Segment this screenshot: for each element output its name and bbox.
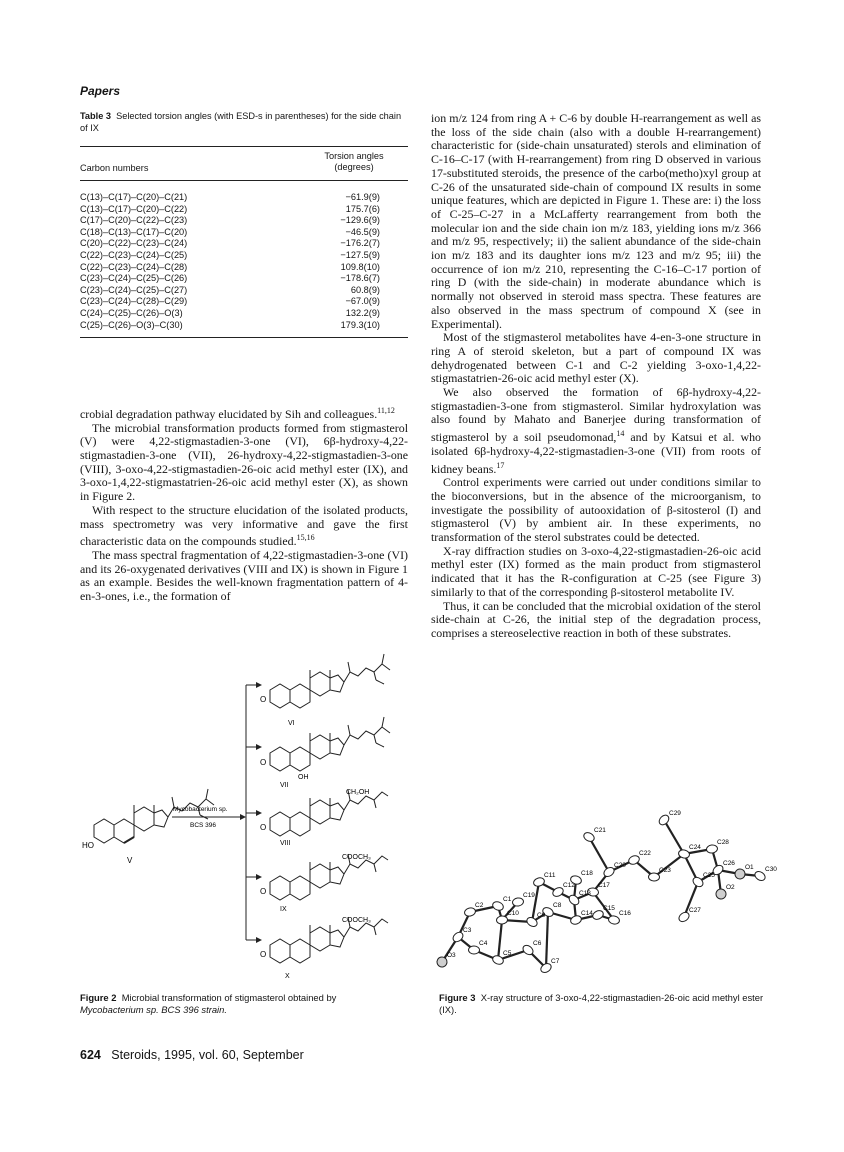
ortep-label: C22 <box>639 850 651 857</box>
table-row <box>80 192 408 204</box>
torsion-angle: −67.0(9) <box>345 296 380 307</box>
ortep-label: C1 <box>503 896 512 903</box>
ortep-label: C21 <box>594 827 606 834</box>
torsion-angle: 132.2(9) <box>345 307 380 318</box>
table-row <box>80 273 408 285</box>
ortep-label: C13 <box>579 890 591 897</box>
left-p3-text: With respect to the structure elucidation of the isolated products, mass spectrometry was very informative and gave the first characteristic data on the compounds studied. <box>80 502 408 549</box>
figure-3-caption-label: Figure 3 <box>439 992 476 1003</box>
table-row <box>80 227 408 239</box>
torsion-angle: −46.5(9) <box>345 226 380 237</box>
torsion-atoms: C(24)–C(25)–C(26)–O(3) <box>80 307 183 318</box>
table-header-line1: Torsion angles <box>324 151 384 161</box>
left-p1-ref: 11,12 <box>377 406 395 415</box>
figure-3-caption <box>439 992 769 1015</box>
ortep-atom-o1 <box>735 869 746 880</box>
torsion-atoms: C(22)–C(23)–C(24)–C(28) <box>80 261 188 272</box>
torsion-angle: −178.6(7) <box>340 273 380 284</box>
ortep-label: C14 <box>581 910 593 917</box>
ortep-label: C5 <box>503 950 512 957</box>
ortep-label: C3 <box>463 927 472 934</box>
ortep-bond <box>664 820 684 854</box>
left-paragraph-3 <box>80 504 408 549</box>
right-p3-text-a: We also observed the formation of 6β-hydroxy-4,22-stigmastadien-3-one from stigmasterol. Similar hydroxylation was also found by Mahato and Banerjee during transformation of stigmasterol by a soil pseudomonad, <box>431 385 761 445</box>
ortep-label: O3 <box>447 952 456 959</box>
left-p3-ref: 15,16 <box>296 533 315 543</box>
label-o-vi: O <box>260 695 267 704</box>
torsion-angle: 175.7(6) <box>345 203 380 214</box>
table-row <box>80 204 408 216</box>
ortep-label: O2 <box>726 884 735 891</box>
torsion-atoms: C(23)–C(24)–C(25)–C(27) <box>80 284 188 295</box>
label-ho: HO <box>82 841 94 850</box>
label-v: V <box>127 856 133 865</box>
figure-3-xray-structure <box>436 802 777 988</box>
ortep-label: C4 <box>479 940 488 947</box>
ortep-label: C6 <box>533 940 542 947</box>
table-row <box>80 296 408 308</box>
label-viii: VIII <box>280 840 291 847</box>
table-header-torsion-angles <box>300 151 408 173</box>
table-row <box>80 215 408 227</box>
page-footer <box>80 1048 304 1062</box>
ortep-atom-c4 <box>468 946 479 954</box>
structure-vi <box>270 654 390 708</box>
ortep-label: C27 <box>689 907 701 914</box>
ortep-label: C11 <box>544 872 556 879</box>
left-paragraph-1 <box>80 404 408 422</box>
torsion-angle: 60.8(9) <box>350 284 380 295</box>
ortep-label: C19 <box>523 892 535 899</box>
label-vi: VI <box>288 720 295 727</box>
figure-3-caption-text: X-ray structure of 3-oxo-4,22-stigmastadien-26-oic acid methyl ester (IX). <box>439 992 764 1015</box>
ortep-atom-c23 <box>648 873 659 881</box>
figure-2-reaction-scheme <box>80 655 420 990</box>
torsion-atoms: C(20)–C(22)–C(23)–C(24) <box>80 238 188 249</box>
torsion-atoms: C(23)–C(24)–C(25)–C(26) <box>80 273 188 284</box>
label-ix: IX <box>280 906 287 913</box>
label-vii: VII <box>280 782 289 789</box>
table-row <box>80 250 408 262</box>
right-p3-ref1: 14 <box>616 429 625 439</box>
label-x: X <box>285 973 290 980</box>
torsion-angle: −129.6(9) <box>340 215 380 226</box>
ortep-label: C16 <box>619 910 631 917</box>
table-bottom-rule <box>80 337 408 338</box>
ortep-bond <box>546 912 548 968</box>
figure-2-caption-label: Figure 2 <box>80 992 117 1003</box>
ortep-label: C20 <box>614 862 626 869</box>
torsion-angle: 179.3(10) <box>340 319 380 330</box>
table-caption-text: Selected torsion angles (with ESD-s in parentheses) for the side chain of IX <box>80 111 402 133</box>
left-column <box>80 404 408 604</box>
label-o-x: O <box>260 950 267 959</box>
ortep-label: C15 <box>603 905 615 912</box>
label-cooch3-ix: COOCH₃ <box>342 854 371 861</box>
table-row <box>80 262 408 274</box>
label-o-vii: O <box>260 758 267 767</box>
structure-v <box>94 789 217 843</box>
torsion-angle: −61.9(9) <box>345 192 380 202</box>
right-paragraph-6: Thus, it can be concluded that the microbial oxidation of the sterol side-chain at C-26, the initial step of the degradation process, comprises a stereoselective reaction in both of these substrates. <box>431 598 761 640</box>
table-row <box>80 285 408 297</box>
ortep-label: C24 <box>689 844 701 851</box>
left-p1-text: crobial degradation pathway elucidated by Sih and colleagues. <box>80 406 378 421</box>
torsion-angle: 109.8(10) <box>340 261 380 272</box>
table-row <box>80 320 408 332</box>
ortep-label: C29 <box>669 810 681 817</box>
torsion-atoms: C(13)–C(17)–C(20)–C(21) <box>80 192 188 202</box>
right-paragraph-2: Most of the stigmasterol metabolites have 4-en-3-one structure in ring A of steroid skeleton, but a part of compound IX was dehydrogenated between C-1 and C-2 yielding 3-oxo-1,4,22-stigmastatrien-26-oic acid methyl ester (X). <box>431 330 761 386</box>
running-head: Papers <box>80 84 121 98</box>
torsion-angle: −127.5(9) <box>340 249 380 260</box>
ortep-label: C2 <box>475 902 484 909</box>
torsion-atoms: C(25)–C(26)–O(3)–C(30) <box>80 319 183 330</box>
ortep-label: C10 <box>507 910 519 917</box>
ortep-bond <box>589 837 609 872</box>
arrow-label-strain: BCS 396 <box>190 822 217 829</box>
torsion-atoms: C(13)–C(17)–C(20)–C(22) <box>80 203 188 214</box>
torsion-atoms: C(17)–C(20)–C(22)–C(23) <box>80 215 188 226</box>
table-caption-label: Table 3 <box>80 111 111 121</box>
right-paragraph-4: Control experiments were carried out under conditions similar to the bioconversions, but in the absence of the microorganism, to investigate the possibility of autooxidation of β-sitosterol (I) and stigmasterol (V) by ambient air. In these experiments, no transformation of the sterol substrates could be detected. <box>431 475 761 545</box>
table-header-line2: (degrees) <box>334 162 374 172</box>
torsion-atoms: C(18)–C(13)–C(17)–C(20) <box>80 226 188 237</box>
table-header-carbon-numbers: Carbon numbers <box>80 163 149 173</box>
figure-2-caption <box>80 992 410 1015</box>
ortep-label: C7 <box>551 958 560 965</box>
ortep-label: C8 <box>553 902 562 909</box>
label-cooch3-x: COOCH₃ <box>342 917 371 924</box>
table-header-rule <box>80 180 408 181</box>
label-ch2oh: CH₂OH <box>346 789 370 796</box>
ortep-label: C18 <box>581 870 593 877</box>
torsion-angle: −176.2(7) <box>340 238 380 249</box>
ortep-label: C9 <box>537 912 546 919</box>
ortep-label: O1 <box>745 864 754 871</box>
ortep-label: C26 <box>723 860 735 867</box>
table-row <box>80 308 408 320</box>
label-oh: OH <box>298 774 309 781</box>
ortep-label: C23 <box>659 867 671 874</box>
ortep-label: C12 <box>563 882 575 889</box>
table-caption <box>80 110 408 134</box>
ortep-bond <box>498 920 502 960</box>
left-paragraph-2: The microbial transformation products formed from stigmasterol (V) were 4,22-stigmastadien-3-one (VI), 6β-hydroxy-4,22-stigmastadien-3-one (VII), 26-hydroxy-4,22-stigmastadien-3-one (VIII), 3-oxo-4,22-stigmastadien-26-oic acid methyl ester (IX), and 3-oxo-1,4,22-stigmastatrien-26-oic acid methyl ester (X), as shown in Figure 2. <box>80 420 408 504</box>
label-o-viii: O <box>260 823 267 832</box>
table-row <box>80 238 408 250</box>
right-column <box>431 112 761 641</box>
left-paragraph-4: The mass spectral fragmentation of 4,22-stigmastadien-3-one (VI) and its 26-oxygenated derivatives (VIII and IX) is shown in Figure 1 as an example. Besides the well-known fragmentation pattern of 4-en-3-ones, i.e., the formation of <box>80 547 408 604</box>
table-top-rule <box>80 146 408 147</box>
page-number: 624 <box>80 1048 101 1062</box>
right-paragraph-3 <box>431 386 761 476</box>
arrow-label-organism: Mycobacterium sp. <box>173 806 228 813</box>
figure-2-caption-text: Microbial transformation of stigmasterol obtained by <box>121 992 337 1003</box>
right-paragraph-1: ion m/z 124 from ring A + C-6 by double H-rearrangement as well as the loss of the side chain (also with a double H-rearrangement) characteristic for (side-chain unsaturated) sterols and elimination of C-16–C-17 (with H-rearrangement) from ring D observed in various 17-substituted steroids, the presence of the carbo(metho)xyl group at C-26 of the unsaturated side-chain of compound IX results in some unique features, which are depicted in Figure 1. These are: i) the loss of C-25–C-27 in a McLafferty rearrangement from both the molecular ion and the side chain ion m/z 183, yielding ions m/z 366 and m/z 95, respectively; ii) the salient abundance of the side-chain ion m/z 183 and its daughter ions m/z 123 and m/z 95; iii) the occurrence of ion m/z 210, representing the C-16–C-17 portion of ring D (with the side-chain) in moderate abundance which is normally not observed in steroid mass spectra. These features are also observed in the mass spectrum of compound X (see in Experimental). <box>431 111 761 331</box>
right-p3-ref2: 17 <box>496 460 505 470</box>
ortep-label: C30 <box>765 866 777 873</box>
label-o-ix: O <box>260 887 267 896</box>
ortep-label: C25 <box>703 872 715 879</box>
figure-2-caption-text2: Mycobacterium sp. BCS 396 strain. <box>80 1003 227 1015</box>
structure-viii <box>270 790 388 836</box>
ortep-label: C28 <box>717 839 729 846</box>
torsion-atoms: C(23)–C(24)–C(28)–C(29) <box>80 296 188 307</box>
ortep-label: C17 <box>598 882 610 889</box>
journal-citation: Steroids, 1995, vol. 60, September <box>111 1048 304 1062</box>
torsion-atoms: C(22)–C(23)–C(24)–C(25) <box>80 249 188 260</box>
right-paragraph-5: X-ray diffraction studies on 3-oxo-4,22-stigmastadien-26-oic acid methyl ester (IX) formed as the main product from stigmasterol indicated that it has the R-configuration at C-25 (see Figure 3) similarly to that of the corresponding β-sitosterol metabolite IV. <box>431 543 761 599</box>
torsion-table <box>80 192 408 331</box>
right-p3-text-b: and by Katsui et al. who isolated 6β-hydroxy-4,22-stigmastadien-3-one (VII) from roots of kidney beans. <box>431 430 761 476</box>
